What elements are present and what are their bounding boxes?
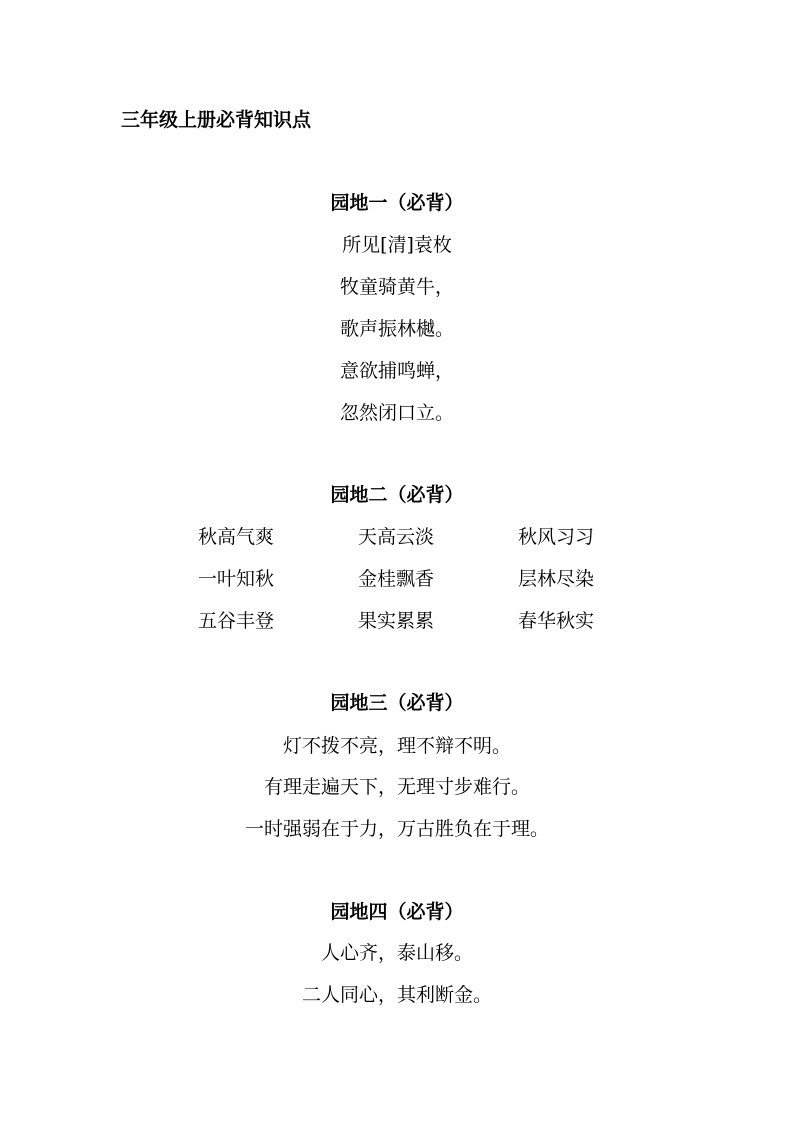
idiom-cell: 春华秋实 — [517, 610, 594, 632]
poem-title: 所见[清]袁枚 — [342, 234, 452, 256]
poem-line-1: 牧童骑黄牛， — [339, 276, 454, 298]
saying-line-1: 灯不拨不亮，理不辩不明。 — [282, 735, 511, 757]
idiom-cell: 秋高气爽 — [197, 526, 274, 548]
idiom-cell: 金桂飘香 — [357, 568, 434, 590]
idiom-cell: 一叶知秋 — [197, 568, 274, 590]
section-4-heading: 园地四（必背） — [330, 901, 464, 923]
saying-line-3: 一时强弱在于力，万古胜负在于理。 — [244, 818, 549, 840]
idiom-cell: 秋风习习 — [517, 526, 594, 548]
idiom-cell: 五谷丰登 — [197, 610, 274, 632]
poem-line-2: 歌声振林樾。 — [339, 318, 454, 340]
idiom-cell: 天高云淡 — [357, 526, 434, 548]
section-1-heading: 园地一（必背） — [330, 192, 464, 214]
idiom-cell: 果实累累 — [357, 610, 434, 632]
saying-line-2: 有理走遍天下，无理寸步难行。 — [263, 776, 530, 798]
section-3-heading: 园地三（必背） — [330, 692, 464, 714]
poem-line-3: 意欲捕鸣蝉， — [339, 360, 454, 382]
saying-line-4: 人心齐，泰山移。 — [320, 942, 473, 964]
document-title: 三年级上册必背知识点 — [121, 109, 312, 131]
section-2-heading: 园地二（必背） — [330, 484, 464, 506]
idiom-cell: 层林尽染 — [517, 568, 594, 590]
poem-line-4: 忽然闭口立。 — [339, 402, 454, 424]
saying-line-5: 二人同心，其利断金。 — [301, 984, 492, 1006]
